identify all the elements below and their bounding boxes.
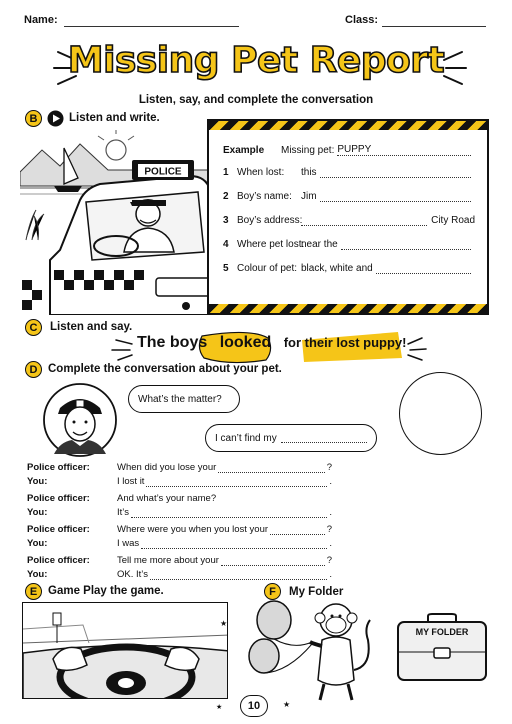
form-row-label: Boy’s name: xyxy=(237,191,292,202)
dialogue-speaker: Police officer: xyxy=(27,524,90,535)
police-officer-portrait xyxy=(40,382,120,458)
dialogue-text: OK. It’s xyxy=(117,569,148,580)
form-row-prefix: Jim xyxy=(301,191,317,202)
dialogue-line xyxy=(27,522,332,535)
class-label: Class: xyxy=(345,14,379,26)
game-illustration-frame xyxy=(22,602,228,699)
dialogue-speaker: Police officer: xyxy=(27,493,90,504)
dialogue-speaker: You: xyxy=(27,569,48,580)
hazard-stripe-top xyxy=(209,121,487,130)
hazard-stripe-bottom xyxy=(209,304,487,313)
form-row-answer-field[interactable] xyxy=(320,170,471,178)
dialogue-line xyxy=(27,553,332,566)
section-c-badge: C xyxy=(25,319,42,336)
dialogue-text-wrap xyxy=(117,555,332,566)
example-row xyxy=(223,144,475,156)
form-row-answer-field[interactable] xyxy=(341,242,471,250)
dialogue-blank-field[interactable] xyxy=(146,479,327,487)
dialogue-line xyxy=(27,536,332,549)
dialogue-end-punct: . xyxy=(329,476,332,487)
bubble-officer-text: What’s the matter? xyxy=(138,393,222,405)
form-row-number: 1 xyxy=(223,167,229,178)
dialogue-text-wrap xyxy=(117,462,332,473)
dialogue-speaker: You: xyxy=(27,538,48,549)
dialogue-line xyxy=(27,567,332,580)
monkey-with-balloons-illustration xyxy=(244,600,374,704)
dialogue-list xyxy=(27,460,332,584)
dialogue-blank-field[interactable] xyxy=(131,510,327,518)
speech-bubble-officer xyxy=(128,385,240,413)
missing-pet-form xyxy=(207,119,489,315)
form-row-prefix: black, white and xyxy=(301,263,373,274)
dialogue-text-wrap xyxy=(117,524,332,535)
section-b-badge: B xyxy=(25,110,42,127)
example-answer: PUPPY xyxy=(337,144,471,156)
name-label: Name: xyxy=(24,14,58,26)
form-row-answer-field[interactable] xyxy=(301,218,427,226)
star-decoration-left: ★ xyxy=(220,619,228,628)
form-row-3 xyxy=(223,215,475,226)
form-row-answer-field[interactable] xyxy=(320,194,471,202)
form-row-label: When lost: xyxy=(237,167,285,178)
pet-drawing-circle[interactable] xyxy=(399,372,482,455)
dialogue-end-punct: ? xyxy=(326,555,332,566)
steering-wheel-illustration xyxy=(23,603,228,699)
dialogue-line xyxy=(27,460,332,473)
section-d-badge: D xyxy=(25,361,42,378)
section-f-badge: F xyxy=(264,583,281,600)
form-row-answer-field[interactable] xyxy=(376,266,471,274)
dialogue-blank-field[interactable] xyxy=(150,572,327,580)
form-row-4 xyxy=(223,239,475,250)
form-row-2 xyxy=(223,191,475,202)
dialogue-speaker: Police officer: xyxy=(27,555,90,566)
dialogue-end-punct: ? xyxy=(326,524,332,535)
star-decoration-bottom-left: ★ xyxy=(216,704,223,711)
folder-label: MY FOLDER xyxy=(415,627,469,637)
chant-stressed-word: looked xyxy=(219,334,272,351)
dialogue-text-wrap xyxy=(117,476,332,487)
dialogue-line xyxy=(27,505,332,518)
form-row-prefix: near the xyxy=(301,239,338,250)
dialogue-text: Where were you when you lost your xyxy=(117,524,269,535)
page-subtitle: Listen, say, and complete the conversation xyxy=(138,94,374,106)
bubble-you-text: I can’t find my xyxy=(215,432,277,444)
police-sign-text: POLICE xyxy=(144,166,182,178)
dialogue-speaker: Police officer: xyxy=(27,462,90,473)
section-f-heading: My Folder xyxy=(289,586,344,598)
page-number: 10 xyxy=(240,695,268,717)
dialogue-line xyxy=(27,474,332,487)
form-row-5 xyxy=(223,263,475,274)
section-c-heading: Listen and say. xyxy=(50,321,133,333)
dialogue-text: And what’s your name? xyxy=(117,493,217,504)
section-e-badge: E xyxy=(25,583,42,600)
dialogue-text: Tell me more about your xyxy=(117,555,219,566)
dialogue-line xyxy=(27,491,332,504)
dialogue-blank-field[interactable] xyxy=(221,558,325,566)
section-b-heading: Listen and write. xyxy=(69,112,160,124)
form-row-label: Boy’s address: xyxy=(237,215,303,226)
chant-sentence xyxy=(137,334,406,352)
section-e-heading: Game Play the game. xyxy=(48,585,164,597)
dialogue-text-wrap xyxy=(117,569,332,580)
chant-part-2: for th xyxy=(283,335,317,350)
form-row-number: 3 xyxy=(223,215,229,226)
dialogue-blank-field[interactable] xyxy=(141,541,327,549)
form-row-1 xyxy=(223,167,475,178)
speech-bubble-you xyxy=(205,424,377,452)
folder-briefcase-illustration xyxy=(394,612,490,684)
dialogue-text-wrap xyxy=(117,507,332,518)
dialogue-speaker: You: xyxy=(27,476,48,487)
page-title: Missing Pet Report xyxy=(67,40,445,81)
dialogue-text: It’s xyxy=(117,507,129,518)
form-row-label: Where pet lost: xyxy=(237,239,305,250)
dialogue-speaker: You: xyxy=(27,507,48,518)
example-label: Example xyxy=(223,145,265,156)
form-row-number: 5 xyxy=(223,263,229,274)
star-decoration-right: ★ xyxy=(283,700,291,709)
dialogue-text: I was xyxy=(117,538,140,549)
form-row-suffix: City Road xyxy=(431,215,475,226)
dialogue-end-punct: . xyxy=(329,538,332,549)
dialogue-text-wrap xyxy=(117,538,332,549)
name-field[interactable] xyxy=(64,26,239,27)
play-audio-icon[interactable] xyxy=(47,110,64,127)
dialogue-blank-field[interactable] xyxy=(270,527,325,535)
form-row-number: 2 xyxy=(223,191,229,202)
dialogue-blank-field[interactable] xyxy=(218,465,324,473)
dialogue-end-punct: . xyxy=(329,507,332,518)
example-text: Missing pet: xyxy=(281,145,335,156)
section-d-heading: Complete the conversation about your pet. xyxy=(48,363,282,375)
dialogue-text: I lost it xyxy=(117,476,145,487)
bubble-you-blank[interactable] xyxy=(281,434,367,443)
form-row-label: Colour of pet: xyxy=(237,263,298,274)
form-row-number: 4 xyxy=(223,239,229,250)
police-car-illustration xyxy=(20,130,216,315)
chant-part-3: eir lost puppy! xyxy=(316,335,407,350)
class-field[interactable] xyxy=(382,26,486,27)
dialogue-end-punct: ? xyxy=(326,462,332,473)
chant-part-1: The boys xyxy=(137,334,208,351)
dialogue-text: When did you lose your xyxy=(117,462,217,473)
dialogue-end-punct: . xyxy=(329,569,332,580)
dialogue-text-wrap xyxy=(117,493,332,504)
form-row-prefix: this xyxy=(301,167,317,178)
